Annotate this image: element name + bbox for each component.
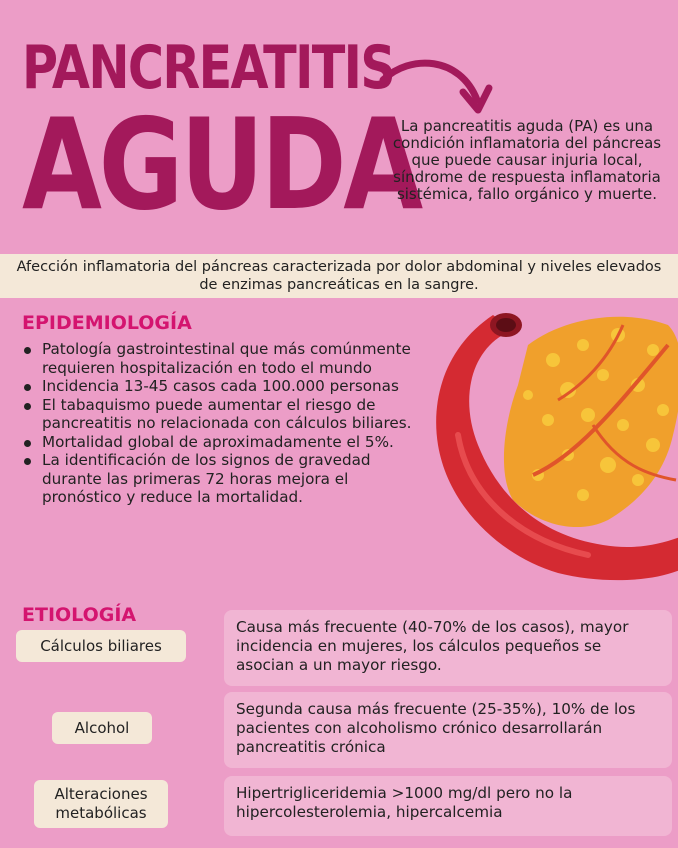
list-item-text: La identificación de los signos de gravedad durante las primeras 72 horas mejora el pronóstico y reduce la mortalidad. [42,451,371,506]
cause-label: Cálculos biliares [16,630,186,662]
cause-description: Segunda causa más frecuente (25-35%), 10% de los pacientes con alcoholismo crónico desarrollarán pancreatitis crónica [224,692,672,768]
list-item-text: Incidencia 13-45 casos cada 100.000 personas [42,377,399,395]
list-item [20,340,420,377]
list-item [20,396,420,433]
bullet-icon [24,458,31,465]
pancreas-duodenum-illustration [418,305,678,585]
bullet-icon [24,347,31,354]
bullet-icon [24,403,31,410]
cause-label: Alcohol [52,712,152,744]
list-item [20,451,420,507]
cause-description: Causa más frecuente (40-70% de los casos), mayor incidencia en mujeres, los cálculos pequeños se asocian a un mayor riesgo. [224,610,672,686]
bullet-icon [24,440,31,447]
list-item-text: El tabaquismo puede aumentar el riesgo de pancreatitis no relacionada con cálculos biliares. [42,395,412,432]
list-item [20,377,420,396]
definition-text: Afección inflamatoria del páncreas caracterizada por dolor abdominal y niveles elevados de enzimas pancreáticas en la sangre. [16,259,662,293]
intro-text: La pancreatitis aguda (PA) es una condición inflamatoria del páncreas que puede causar injuria local, síndrome de respuesta inflamatoria sistémica, fallo orgánico y muerte. [392,117,662,203]
title-line-2: AGUDA [22,91,420,238]
curved-arrow-icon [375,52,495,122]
epidemiology-heading: EPIDEMIOLOGÍA [22,312,192,334]
cause-description: Hipertrigliceridemia >1000 mg/dl pero no la hipercolesterolemia, hipercalcemia [224,776,672,836]
list-item-text: Mortalidad global de aproximadamente el 5%. [42,432,394,451]
etiology-heading: ETIOLOGÍA [22,604,137,626]
title-line-1: PANCREATITIS [22,33,395,103]
epidemiology-list [20,340,420,507]
list-item [20,433,420,452]
bullet-icon [24,384,31,391]
list-item-text: Patología gastrointestinal que más comúnmente requieren hospitalización en todo el mundo [42,340,411,377]
cause-label: Alteraciones metabólicas [34,780,168,828]
